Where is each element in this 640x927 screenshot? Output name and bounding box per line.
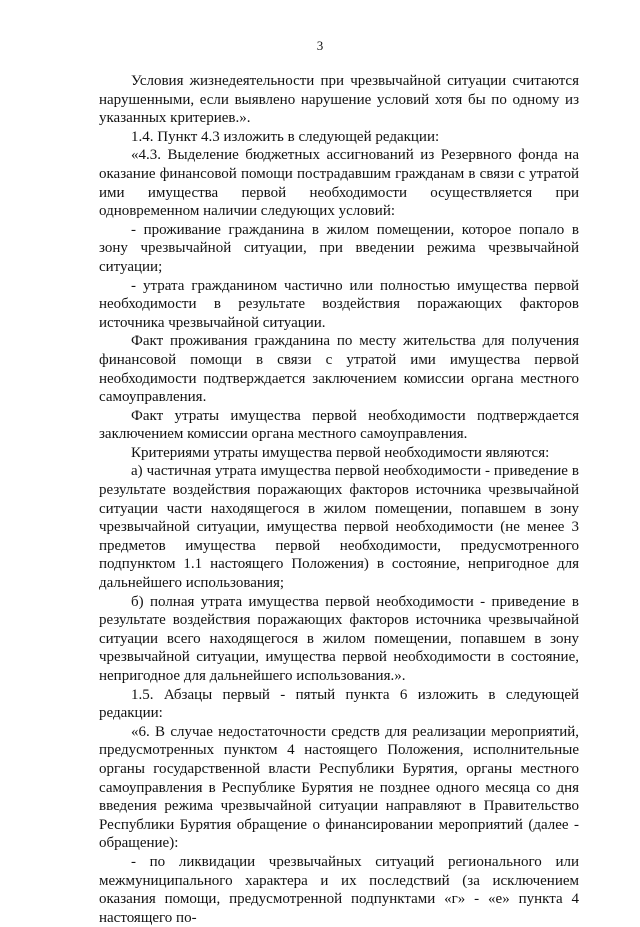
paragraph-amendment-1-4: 1.4. Пункт 4.3 изложить в следующей редакции:: [131, 128, 440, 145]
paragraph-liquidation-item: - по ликвидации чрезвычайных ситуаций регионального или межмуниципального характера и их последствий (за исключением оказания помощи, предусмотренной подпунктами «г» - «е» пункта 4 настоящего по-: [99, 853, 579, 926]
paragraph-conditions-violated: Условия жизнедеятельности при чрезвычайной ситуации считаются нарушенными, если выявлено нарушение условий хотя бы по одному из указанных критериев.».: [99, 73, 579, 127]
paragraph-condition-loss: - утрата гражданином частично или полностью имущества первой необходимости в результате воздействия поражающих факторов источника чрезвычайной ситуации.: [99, 277, 579, 331]
page-number: 3: [316, 38, 324, 53]
paragraph-condition-residence: - проживание гражданина в жилом помещении, которое попало в зону чрезвычайной ситуации, при введении режима чрезвычайной ситуации;: [99, 221, 579, 275]
document-text-body: [99, 72, 579, 927]
paragraph-criteria-heading: Критериями утраты имущества первой необходимости являются:: [131, 444, 550, 461]
paragraph-loss-fact: Факт утраты имущества первой необходимости подтверждается заключением комиссии органа местного самоуправления.: [99, 407, 579, 443]
paragraph-residence-fact: Факт проживания гражданина по месту жительства для получения финансовой помощи в связи с утратой ими имущества первой необходимости подтверждается заключением комиссии органа местного самоуправления.: [99, 333, 579, 406]
paragraph-criterion-full-loss: б) полная утрата имущества первой необходимости - приведение в результате воздействия поражающих факторов источника чрезвычайной ситуации всего находящегося в жилом помещении, попавшем в зону чрезвычайной ситуации, имущества первой необходимости в состояние, непригодное для дальнейшего использования.».: [99, 593, 579, 684]
paragraph-amendment-1-5: 1.5. Абзацы первый - пятый пункта 6 изложить в следующей редакции:: [99, 686, 579, 722]
paragraph-criterion-partial-loss: а) частичная утрата имущества первой необходимости - приведение в результате воздействия поражающих факторов источника чрезвычайной ситуации части находящегося в жилом помещении, попавшем в зону чрезвычайной ситуации, имущества первой необходимости (не менее 3 предметов имущества первой необходимости, предусмотренного подпунктом 1.1 настоящего Положения) в состояние, непригодное для дальнейшего использования;: [99, 463, 579, 592]
paragraph-clause-6: «6. В случае недостаточности средств для реализации мероприятий, предусмотренных пунктом 4 настоящего Положения, исполнительные органы государственной власти Республики Бурятия, органы местного самоуправления в Республике Бурятия не позднее одного месяца со дня введения режима чрезвычайной ситуации направляют в Правительство Республики Бурятия обращение о финансировании мероприятий (далее - обращение):: [99, 723, 579, 852]
paragraph-clause-4-3: «4.3. Выделение бюджетных ассигнований из Резервного фонда на оказание финансовой помощи пострадавшим гражданам в связи с утратой ими имущества первой необходимости осуществляется при одновременном наличии следующих условий:: [99, 147, 579, 220]
